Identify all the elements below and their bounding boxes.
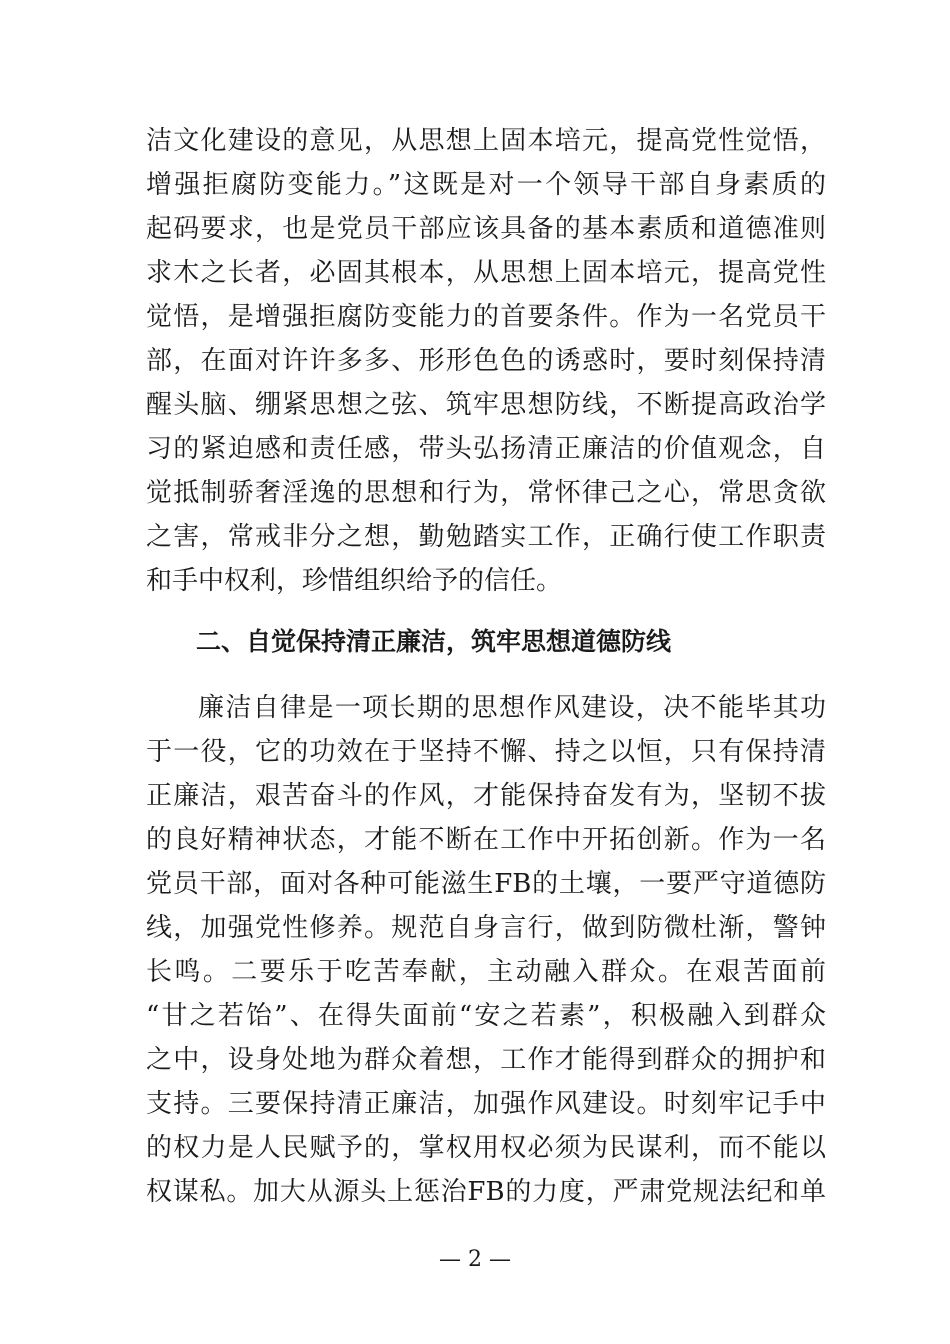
text-line: 觉抵制骄奢淫逸的思想和行为，常怀律己之心，常思贪欲 — [146, 478, 826, 508]
text-line: 醒头脑、绷紧思想之弦、筑牢思想防线，不断提高政治学 — [146, 390, 826, 420]
text-line: 之害，常戒非分之想，勤勉踏实工作，正确行使工作职责 — [146, 522, 826, 552]
text-line: 支持。三要保持清正廉洁，加强作风建设。时刻牢记手中 — [146, 1089, 826, 1119]
text-line: 觉悟，是增强拒腐防变能力的首要条件。作为一名党员干 — [146, 302, 826, 332]
text-line: 增强拒腐防变能力。”这既是对一个领导干部自身素质的 — [146, 170, 826, 200]
text-line: 求木之长者，必固其根本，从思想上固本培元，提高党性 — [146, 258, 826, 288]
page-number: — 2 — — [439, 1247, 511, 1272]
text-line: 长鸣。二要乐于吃苦奉献，主动融入群众。在艰苦面前 — [146, 957, 826, 987]
text-line: 线，加强党性修养。规范自身言行，做到防微杜渐，警钟 — [146, 913, 826, 943]
text-line: 权谋私。加大从源头上惩治FB的力度，严肃党规法纪和单 — [146, 1177, 826, 1207]
text-line: “甘之若饴”、在得失面前“安之若素”，积极融入到群众 — [146, 1001, 826, 1031]
text-line: 于一役，它的功效在于坚持不懈、持之以恒，只有保持清 — [146, 737, 826, 767]
section-heading: 二、自觉保持清正廉洁，筑牢思想道德防线 — [196, 627, 672, 656]
text-line: 部，在面对许许多多、形形色色的诱惑时，要时刻保持清 — [146, 346, 826, 376]
text-line: 的良好精神状态，才能不断在工作中开拓创新。作为一名 — [146, 825, 826, 855]
text-line: 起码要求，也是党员干部应该具备的基本素质和道德准则 — [146, 214, 826, 244]
text-line: 党员干部，面对各种可能滋生FB的土壤，一要严守道德防 — [146, 869, 826, 899]
text-line: 和手中权利，珍惜组织给予的信任。 — [146, 566, 563, 596]
text-line: 之中，设身处地为群众着想，工作才能得到群众的拥护和 — [146, 1045, 826, 1075]
text-line: 的权力是人民赋予的，掌权用权必须为民谋利，而不能以 — [146, 1133, 826, 1163]
text-line: 习的紧迫感和责任感，带头弘扬清正廉洁的价值观念，自 — [146, 434, 826, 464]
text-line: 洁文化建设的意见，从思想上固本培元，提高党性觉悟， — [146, 126, 826, 156]
text-line: 正廉洁，艰苦奋斗的作风，才能保持奋发有为，坚韧不拔 — [146, 781, 826, 811]
text-line: 廉洁自律是一项长期的思想作风建设，决不能毕其功 — [198, 693, 826, 723]
